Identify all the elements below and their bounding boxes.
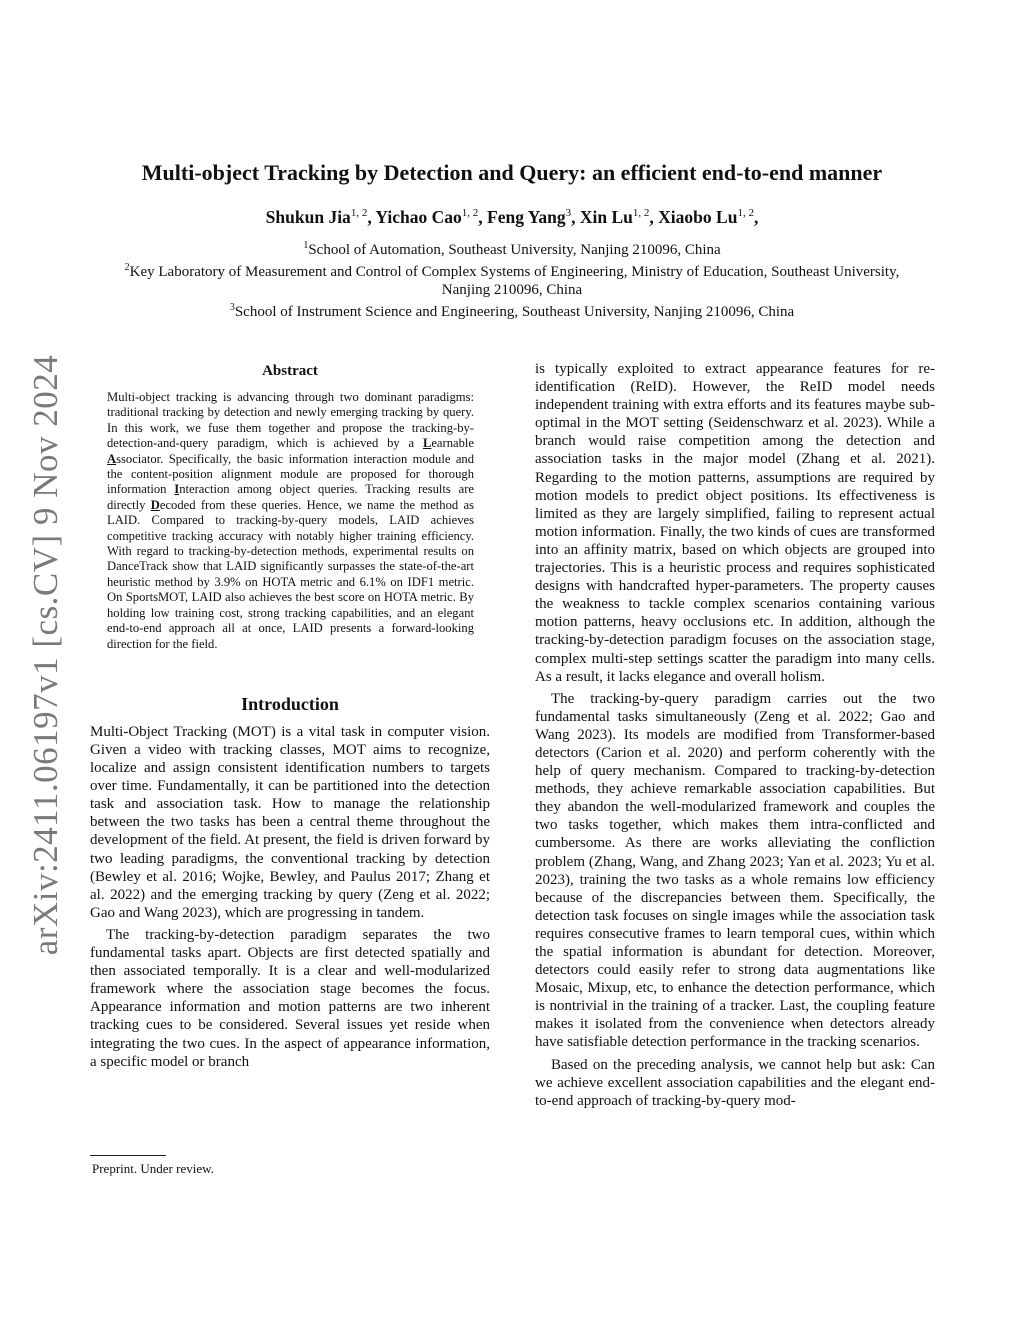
body-paragraph: Multi-Object Tracking (MOT) is a vital task in computer vision. Given a video with tracking classes, MOT aims to recognize, localize and assign consistent identification numbers to targets over time. Fundamentally, it can be partitioned into the detection task and association task. How to manage the relationship between the two tasks has been a central theme throughout the development of the field. At present, the field is driven forward by two leading paradigms, the conventional tracking by detection (Bewley et al. 2016; Wojke, Bewley, and Paulus 2017; Zhang et al. 2022) and the emerging tracking by query (Zeng et al. 2022; Gao and Wang 2023), which are progressing in tandem. (90, 723, 490, 921)
abstract-heading: Abstract (262, 363, 318, 379)
right-column (535, 360, 935, 1110)
paper-title: Multi-object Tracking by Detection and Query: an efficient end-to-end manner (141, 160, 883, 185)
arxiv-identifier-stamp (20, 350, 72, 960)
body-paragraph: The tracking-by-query paradigm carries out the two fundamental tasks simultaneously (Zeng et al. 2022; Gao and Wang 2023). Its models are modified from Transformer-based detectors (Carion et al. 2020) and perform coherently with the help of query mechanism. Compared to tracking-by-detection methods, they achieve remarkable association capabilities. But they abandon the well-modularized framework and couples the two tasks together, which makes them intra-conflicted and cumbersome. As there are works alleviating the confliction problem (Zhang, Wang, and Zhang 2023; Yan et al. 2023; Yu et al. 2023), training the two tasks as a whole remains low efficiency because of the discrepancies between them. Specifically, the detection task focuses on single images while the association task requires consecutive frames to learn temporal cues, within which the spatial information is abundant for detection. Moreover, detectors could easily refer to strong data augmentations like Mosaic, Mixup, etc, to enhance the detection performance, which is nontrivial in the training of a tracker. Last, the coupling feature makes it isolated from the convenience when detectors already have satisfiable detection performance in the tracking scenarios. (535, 690, 935, 1051)
arxiv-identifier-text: arXiv:2411.06197v1 [cs.CV] 9 Nov 2024 (26, 354, 66, 956)
author: Xiaobo Lu$^{1, 2}$ (658, 207, 754, 227)
author-list: Shukun Jia$^{1, 2}$, Yichao Cao$^{1, 2}$, Feng Yang$^3$, Xin Lu$^{1, 2}$, Xiaobo Lu$^{1, 2}$, (265, 207, 759, 227)
body-paragraph: is typically exploited to extract appearance features for re-identification (ReID). However, the ReID model needs independent training with extra efforts and its features maybe sub-optimal in the MOT setting (Seidenschwarz et al. 2023). While a branch would raise competition among the detection and association tasks in the major model (Zhang et al. 2021). Regarding to the motion patterns, assumptions are required by motion models to predict object positions. Its effectiveness is limited as they are largely simplified, failing to represent actual motion information. Finally, the two kinds of cues are transformed into an affinity matrix, based on which objects are grouped into trajectories. This is a heuristic process and requires sophisticated designs with handcrafted hyper-parameters. The property causes the weakness to tackle complex scenarios containing various motion patterns, heavy occlusions etc. In addition, although the tracking-by-detection paradigm focuses on the association stage, complex multi-step settings scatter the paradigm into many cells. As a result, it lacks elegance and overall holism. (535, 361, 935, 685)
affiliation: $^2$Key Laboratory of Measurement and Control of Complex Systems of Engineering, Ministry of Education, Southeast University, Nanjing 210096, China (124, 262, 900, 298)
author: Xin Lu$^{1, 2}$ (579, 207, 650, 227)
affiliation-list (110, 237, 914, 321)
body-paragraph: Based on the preceding analysis, we cannot help but ask: Can we achieve excellent association capabilities and the elegant end-to-end approach of tracking-by-query mod- (535, 1056, 935, 1109)
author: Shukun Jia$^{1, 2}$ (265, 207, 368, 227)
introduction-heading: Introduction (241, 693, 339, 714)
abstract-text: Multi-object tracking is advancing through two dominant paradigms: traditional tracking by detection and newly emerging tracking by query. In this work, we fuse them together and propose the tracking-by-detection-and-query paradigm, which is achieved by a Learnable Associator. Specifically, the basic information interaction module and the content-position alignment module are proposed for thorough information Interaction among object queries. Tracking results are directly Decoded from these queries. Hence, we name the method as LAID. Compared to tracking-by-query models, LAID achieves competitive tracking accuracy with notably higher training efficiency. With regard to tracking-by-detection methods, experimental results on DanceTrack show that LAID significantly surpasses the state-of-the-art heuristic method by 3.9% on HOTA metric and 6.1% on IDF1 metric. On SportsMOT, LAID also achieves the best score on HOTA metric. By holding low training cost, strong tracking capabilities, and an elegant end-to-end approach all at once, LAID presents a forward-looking direction for the field. (107, 390, 475, 651)
author: Feng Yang$^3$ (487, 207, 572, 227)
author: Yichao Cao$^{1, 2}$ (375, 207, 479, 227)
body-paragraph: The tracking-by-detection paradigm separates the two fundamental tasks apart. Objects are first detected spatially and then associated temporally. It is a clear and well-modularized framework where the association stage becomes the focus. Appearance information and motion patterns are two inherent tracking cues to be considered. Several issues yet reside when integrating the two cues. In the aspect of appearance information, a specific model or branch (90, 926, 490, 1070)
affiliation: $^1$School of Automation, Southeast University, Nanjing 210096, China (303, 240, 721, 258)
left-column (90, 360, 490, 1071)
footnote: Preprint. Under review. (92, 1161, 214, 1176)
footnote-rule (90, 1155, 166, 1156)
affiliation: $^3$School of Instrument Science and Engineering, Southeast University, Nanjing 210096, China (229, 302, 795, 320)
